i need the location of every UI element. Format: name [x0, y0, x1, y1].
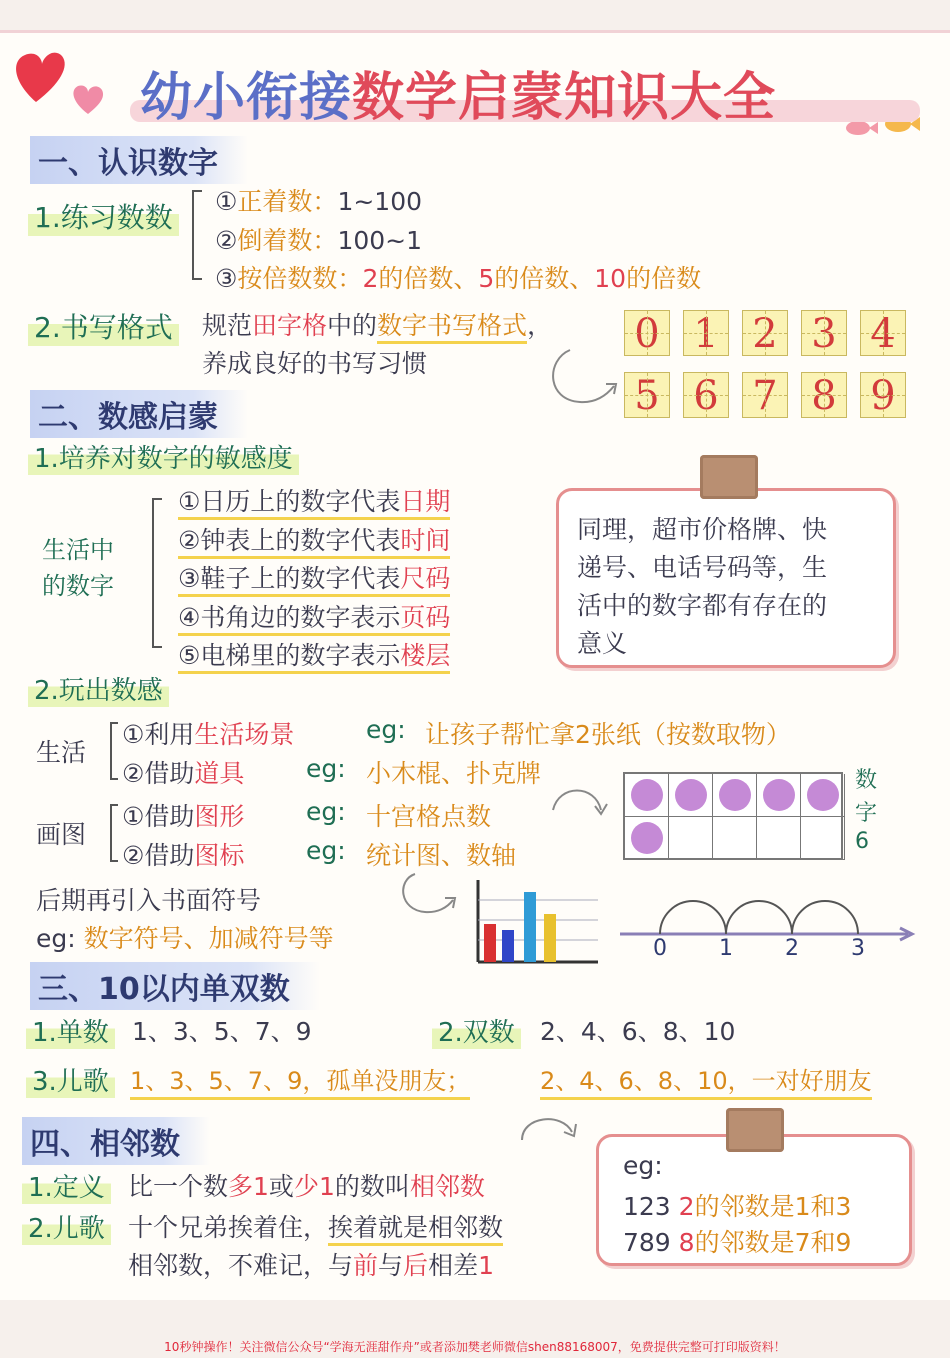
example-2: 789 8的邻数是7和9 — [623, 1228, 852, 1257]
counter-dot — [675, 779, 707, 811]
adjacent-rhyme-2: 相邻数，不难记，与前与后相差1 — [128, 1251, 494, 1280]
note-line: 意义 — [577, 629, 628, 658]
curved-arrow-icon — [512, 1110, 582, 1160]
even-label: 2.双数 — [432, 1012, 521, 1049]
ten-frame-cell — [801, 817, 845, 860]
eg-label: eg: — [306, 754, 346, 783]
bracket — [192, 190, 202, 280]
count-backward: ②倒着数：100~1 — [215, 226, 423, 255]
bracket — [110, 804, 118, 862]
life-number-item: ③鞋子上的数字代表尺码 — [178, 559, 450, 595]
bar-chart-icon — [470, 880, 600, 970]
counter-dot — [719, 779, 751, 811]
life-numbers-label-1: 生活中 — [42, 536, 114, 564]
ten-frame-cell — [625, 774, 669, 817]
category-life: 生活 — [36, 738, 87, 767]
digit-cell: 8 — [801, 372, 847, 418]
example-1: 123 2的邻数是1和3 — [623, 1192, 852, 1221]
tape-decoration — [726, 1108, 784, 1152]
play-method: ②借助图标 — [122, 841, 245, 870]
ten-frame-label-char: 6 — [855, 829, 869, 854]
ten-frame-label-char: 字 — [855, 801, 878, 826]
example-title: eg: — [623, 1151, 663, 1180]
number-line-tick: 2 — [785, 936, 799, 961]
eg-label: eg: — [366, 715, 406, 744]
ten-frame-cell — [713, 817, 757, 860]
digit-cell: 1 — [683, 310, 729, 356]
digit-cell: 0 — [624, 310, 670, 356]
bracket — [152, 498, 162, 648]
number-line-tick: 0 — [653, 936, 667, 961]
digit-cell: 5 — [624, 372, 670, 418]
counter-dot — [807, 779, 839, 811]
ten-frame-cell — [625, 817, 669, 860]
writing-desc-1: 规范田字格中的数字书写格式， — [202, 306, 552, 342]
life-number-item: ②钟表上的数字代表时间 — [178, 521, 450, 557]
counter-dot — [631, 822, 663, 854]
s1-item-writing: 2.书写格式 — [28, 306, 179, 346]
section-1-heading: 一、认识数字 — [30, 136, 248, 184]
count-forward: ①正着数：1~100 — [215, 187, 423, 216]
note-line: 活中的数字都有存在的 — [577, 591, 828, 620]
play-method: ②借助道具 — [122, 759, 245, 788]
ten-frame-cell — [669, 817, 713, 860]
ten-frame-cell — [757, 817, 801, 860]
adjacent-def-label: 1.定义 — [22, 1167, 111, 1204]
play-example: 让孩子帮忙拿2张纸（按数取物） — [425, 720, 791, 749]
number-line-tick: 3 — [851, 936, 865, 961]
ten-frame-label-char: 数 — [855, 768, 878, 793]
later-eg: eg: 数字符号、加减符号等 — [36, 924, 334, 953]
ten-frame-cell — [669, 774, 713, 817]
digit-cell: 4 — [860, 310, 906, 356]
eg-label: eg: — [306, 836, 346, 865]
bracket — [110, 722, 118, 780]
life-number-item: ⑤电梯里的数字表示楼层 — [178, 636, 450, 672]
heart-icon — [6, 40, 116, 120]
play-method: ①利用生活场景 — [122, 720, 295, 749]
digit-cell: 6 — [683, 372, 729, 418]
note-card — [556, 488, 896, 668]
digit-cell: 3 — [801, 310, 847, 356]
section-4-heading: 四、相邻数 — [22, 1117, 210, 1165]
digit-cell: 9 — [860, 372, 906, 418]
later-symbols: 后期再引入书面符号 — [36, 886, 262, 915]
tape-decoration — [700, 455, 758, 499]
curved-arrow-icon — [395, 870, 465, 930]
adjacent-def: 比一个数多1或少1的数叫相邻数 — [128, 1172, 485, 1201]
curved-arrow-icon — [540, 340, 620, 420]
play-example: 十宫格点数 — [366, 802, 492, 831]
counter-dot — [631, 779, 663, 811]
section-3-heading: 三、10以内单双数 — [30, 962, 320, 1010]
ten-frame-cell — [757, 774, 801, 817]
curved-arrow-icon — [545, 780, 615, 830]
category-draw: 画图 — [36, 820, 87, 849]
s2-item-play: 2.玩出数感 — [28, 670, 169, 707]
play-example: 小木棍、扑克牌 — [366, 759, 542, 788]
s2-item-sensitivity: 1.培养对数字的敏感度 — [28, 438, 299, 475]
adjacent-rhyme-label: 2.儿歌 — [22, 1208, 111, 1245]
footer-notice: 10秒钟操作！关注微信公众号“学海无涯甜作舟”或者添加樊老师微信shen88168007，免费提供完整可打印版资料！ — [164, 1340, 786, 1354]
play-method: ①借助图形 — [122, 802, 245, 831]
s1-item-count: 1.练习数数 — [28, 196, 179, 236]
even-values: 2、4、6、8、10 — [540, 1017, 736, 1046]
ten-frame-cell — [801, 774, 845, 817]
page-title: 幼小衔接数学启蒙知识大全 — [140, 68, 777, 128]
note-line: 递号、电话号码等，生 — [577, 553, 828, 582]
ten-frame — [623, 772, 843, 860]
digit-cell: 2 — [742, 310, 788, 356]
life-number-item: ①日历上的数字代表日期 — [178, 482, 450, 518]
life-numbers-label-2: 的数字 — [42, 572, 114, 600]
adjacent-rhyme-1: 十个兄弟挨着住，挨着就是相邻数 — [128, 1208, 503, 1244]
count-multiples: ③按倍数数：2的倍数、5的倍数、10的倍数 — [215, 264, 702, 293]
eg-label: eg: — [306, 797, 346, 826]
odd-label: 1.单数 — [26, 1012, 115, 1049]
parity-rhyme-label: 3.儿歌 — [26, 1061, 115, 1098]
life-number-item: ④书角边的数字表示页码 — [178, 598, 450, 634]
note-text — [577, 511, 827, 663]
parity-rhyme-even: 2、4、6、8、10，一对好朋友 — [540, 1061, 872, 1100]
example-card — [596, 1134, 912, 1266]
writing-desc-2: 养成良好的书写习惯 — [202, 349, 428, 378]
note-line: 同理，超市价格牌、快 — [577, 515, 828, 544]
play-example: 统计图、数轴 — [366, 841, 517, 870]
ten-frame-cell — [713, 774, 757, 817]
section-2-heading: 二、数感启蒙 — [30, 390, 248, 438]
digit-cell: 7 — [742, 372, 788, 418]
counter-dot — [763, 779, 795, 811]
parity-rhyme-odd: 1、3、5、7、9，孤单没朋友； — [130, 1061, 470, 1100]
odd-values: 1、3、5、7、9 — [132, 1017, 312, 1046]
number-line-tick: 1 — [719, 936, 733, 961]
